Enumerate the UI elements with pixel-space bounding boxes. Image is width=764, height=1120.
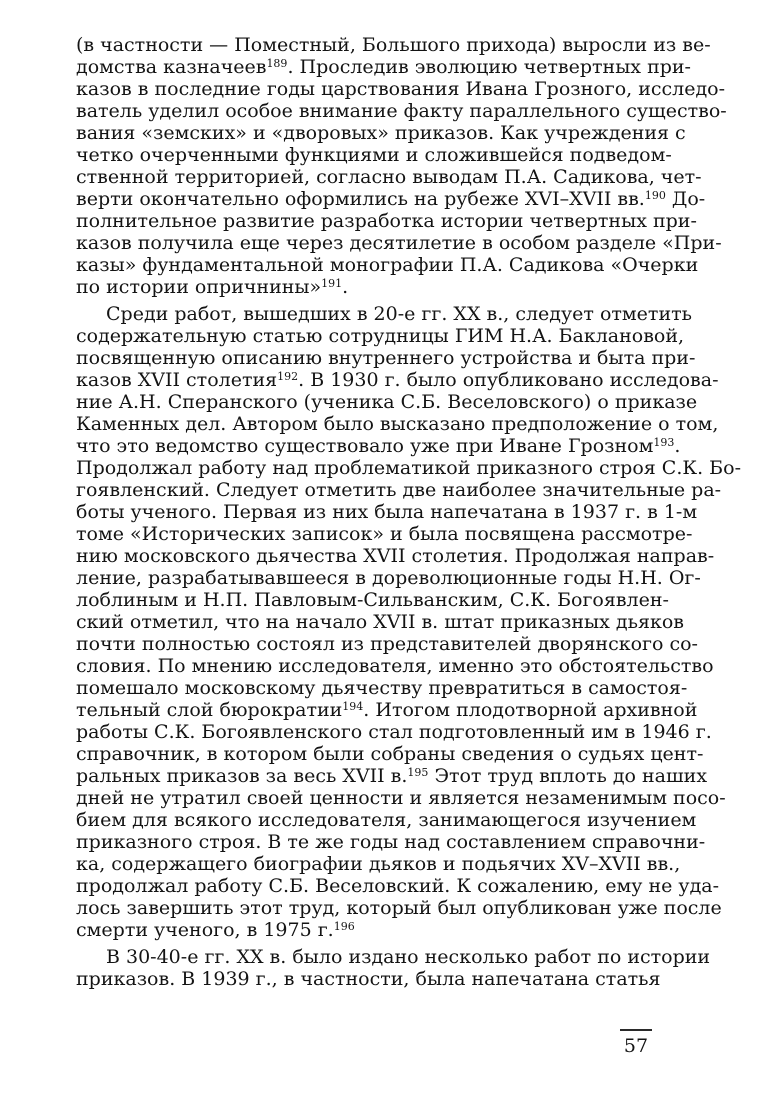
text-line: ватель уделил особое внимание факту параллельного существо- — [76, 100, 727, 122]
text-line: Продолжал работу над проблематикой приказного строя С.К. Бо- — [76, 457, 741, 479]
text-line: домства казначеев$^{189}$. Проследив эволюцию четвертных при- — [76, 56, 691, 78]
text-line: помешало московскому дьячеству превратиться в самостоя- — [76, 677, 688, 699]
text-line: посвященную описанию внутреннего устройства и быта при- — [76, 347, 696, 369]
text-line: содержательную статью сотрудницы ГИМ Н.А. Баклановой, — [76, 325, 685, 347]
text-line: В 30-40-е гг. XX в. было издано несколько работ по истории — [106, 946, 711, 968]
text-line: верти окончательно оформились на рубеже XVI–XVII вв.$^{190}$ До- — [76, 188, 706, 210]
footnote-ref: 195 — [407, 766, 429, 779]
text-line: справочник, в котором были собраны сведения о судьях цент- — [76, 743, 704, 765]
text-line: что это ведомство существовало уже при Иване Грозном$^{193}$. — [76, 435, 681, 457]
text-line: ский отметил, что на начало XVII в. штат приказных дьяков — [76, 611, 684, 633]
page-number: 57 — [623, 1035, 649, 1057]
footnote-ref: 196 — [333, 920, 355, 933]
text-line: приказов. В 1939 г., в частности, была напечатана статья — [76, 968, 661, 990]
text-line: ственной территорией, согласно выводам П.А. Садикова, чет- — [76, 166, 702, 188]
text-line: приказного строя. В те же годы над составлением справочни- — [76, 831, 706, 853]
text-line: казов в последние годы царствования Ивана Грозного, исследо- — [76, 78, 726, 100]
text-line: томе «Исторических записок» и была посвящена рассмотре- — [76, 523, 693, 545]
footnote-ref: 194 — [342, 700, 364, 713]
text-line: (в частности — Поместный, Большого прихода) выросли из ве- — [76, 34, 711, 56]
text-line: Каменных дел. Автором было высказано предположение о том, — [76, 413, 719, 435]
text-line: продолжал работу С.Б. Веселовский. К сожалению, ему не уда- — [76, 875, 720, 897]
footnote-ref: 192 — [277, 370, 299, 383]
text-line: ральных приказов за весь XVII в.$^{195}$ Этот труд вплоть до наших — [76, 765, 708, 787]
text-line: ние А.Н. Сперанского (ученика С.Б. Веселовского) о приказе — [76, 391, 698, 413]
footnote-ref: 191 — [321, 277, 343, 290]
text-line: смерти ученого, в 1975 г.$^{196}$ — [76, 919, 355, 941]
text-line: ление, разрабатывавшееся в дореволюционные годы Н.Н. Ог- — [76, 567, 701, 589]
text-line: дней не утратил своей ценности и является незаменимым посо- — [76, 787, 726, 809]
text-line: ка, содержащего биографии дьяков и подьячих XV–XVII вв., — [76, 853, 681, 875]
text-line: боты ученого. Первая из них была напечатана в 1937 г. в 1-м — [76, 501, 698, 523]
text-line: вания «земских» и «дворовых» приказов. Как учреждения с — [76, 122, 686, 144]
text-line: словия. По мнению исследователя, именно это обстоятельство — [76, 655, 714, 677]
text-line: почти полностью состоял из представителей дворянского со- — [76, 633, 698, 655]
text-line: по истории опричнины»$^{191}$. — [76, 276, 349, 298]
text-line: нию московского дьячества XVII столетия. Продолжая направ- — [76, 545, 715, 567]
text-line: тельный слой бюрократии$^{194}$. Итогом плодотворной архивной — [76, 699, 698, 721]
text-line: лось завершить этот труд, который был опубликован уже после — [76, 897, 722, 919]
page-number-rule — [620, 1029, 652, 1031]
text-line: Среди работ, вышедших в 20-е гг. XX в., следует отметить — [106, 303, 692, 325]
text-line: полнительное развитие разработка истории четвертных при- — [76, 210, 697, 232]
text-line: бием для всякого исследователя, занимающегося изучением — [76, 809, 697, 831]
footnote-ref: 189 — [266, 57, 288, 70]
text-line: гоявленский. Следует отметить две наиболее значительные ра- — [76, 479, 722, 501]
text-line: работы С.К. Богоявленского стал подготовленный им в 1946 г. — [76, 721, 712, 743]
footnote-ref: 190 — [644, 189, 666, 202]
page-text — [76, 34, 741, 990]
text-line: лоблиным и Н.П. Павловым-Сильванским, С.К. Богоявлен- — [76, 589, 669, 611]
text-line: казы» фундаментальной монографии П.А. Садикова «Очерки — [76, 254, 699, 276]
footnote-ref: 193 — [653, 436, 675, 449]
text-line: четко очерченными функциями и сложившейся подведом- — [76, 144, 672, 166]
text-line: казов XVII столетия$^{192}$. В 1930 г. было опубликовано исследова- — [76, 369, 719, 391]
text-line: казов получила еще через десятилетие в особом разделе «При- — [76, 232, 722, 254]
